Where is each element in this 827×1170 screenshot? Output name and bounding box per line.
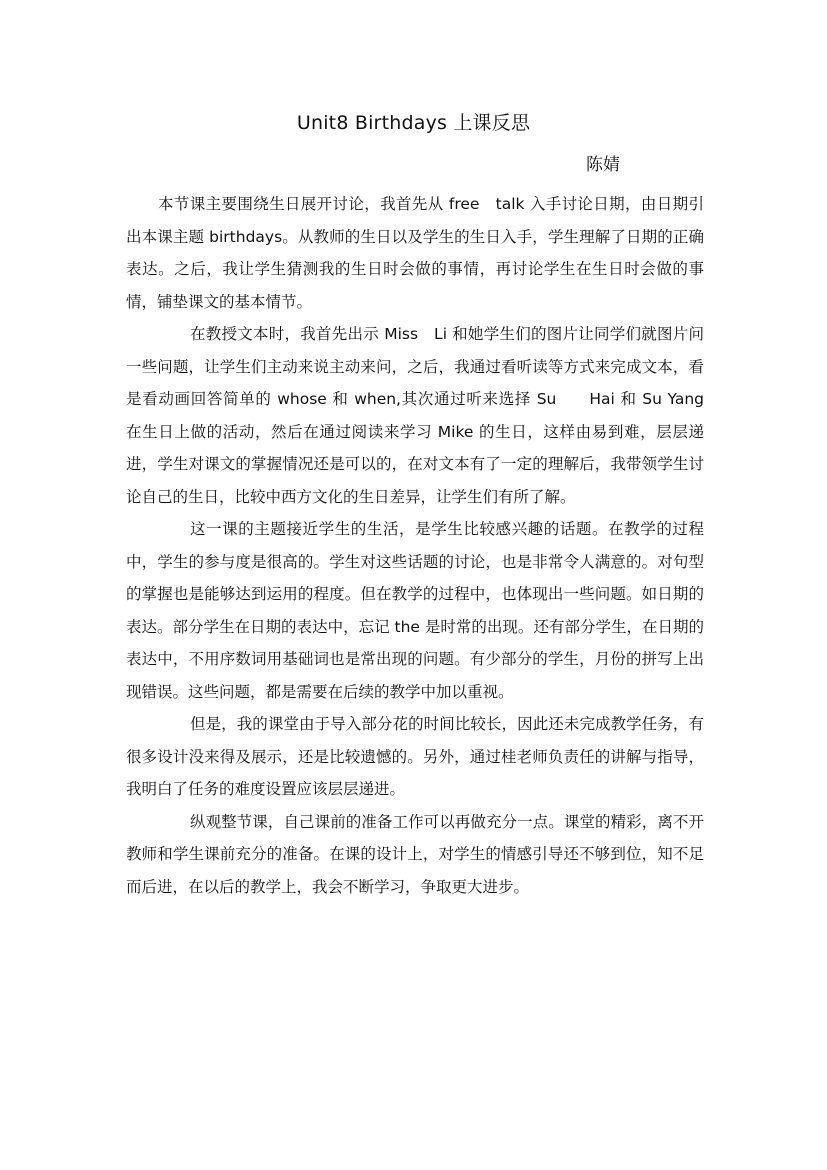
paragraph-3: 这一课的主题接近学生的生活，是学生比较感兴趣的话题。在教学的过程中，学生的参与度是很高的。学生对这些话题的讨论，也是非常令人满意的。对句型的掌握也是能够达到运用的程度。但在教学的过程中，也体现出一些问题。如日期的表达。部分学生在日期的表达中，忘记 the 是时常的出现。还有部分学生，在日期的表达中，不用序数词用基础词也是常出现的问题。有少部分的学生，月份的拼写上出现错误。这些问题，都是需要在后续的教学中加以重视。 (126, 520, 704, 701)
paragraph-1: 本节课主要围绕生日展开讨论，我首先从 free talk 入手讨论日期，由日期引出本课主题 birthdays。从教师的生日以及学生的生日入手，学生理解了日期的正确表达。之后，我让学生猜测我的生日时会做的事情，再讨论学生在生日时会做的事情，铺垫课文的基本情节。 (126, 195, 704, 311)
document-title: Unit8 Birthdays 上课反思 (296, 112, 531, 134)
paragraph-4: 但是，我的课堂由于导入部分花的时间比较长，因此还未完成教学任务，有很多设计没来得及展示，还是比较遗憾的。另外，通过桂老师负责任的讲解与指导，我明白了任务的难度设置应该层层递进。 (126, 715, 704, 798)
paragraph-5: 纵观整节课，自己课前的准备工作可以再做充分一点。课堂的精彩，离不开教师和学生课前充分的准备。在课的设计上，对学生的情感引导还不够到位，知不足而后进，在以后的教学上，我会不断学习，争取更大进步。 (126, 812, 704, 896)
paragraph-2: 在教授文本时，我首先出示 Miss Li 和她学生们的图片让同学们就图片问一些问题，让学生们主动来说主动来问，之后，我通过看听读等方式来完成文本，看是看动画回答简单的 whose 和 when,其次通过听来选择 Su Hai 和 Su Yang 在生日上做的活动，然后在通过阅读来学习 Mike 的生日，这样由易到难，层层递进，学生对课文的掌握情况还是可以的，在对文本有了一定的理解后，我带领学生讨论自己的生日，比较中西方文化的生日差异，让学生们有所了解。 (126, 325, 704, 506)
document-body (126, 188, 704, 903)
author-name: 陈婧 (586, 155, 620, 175)
